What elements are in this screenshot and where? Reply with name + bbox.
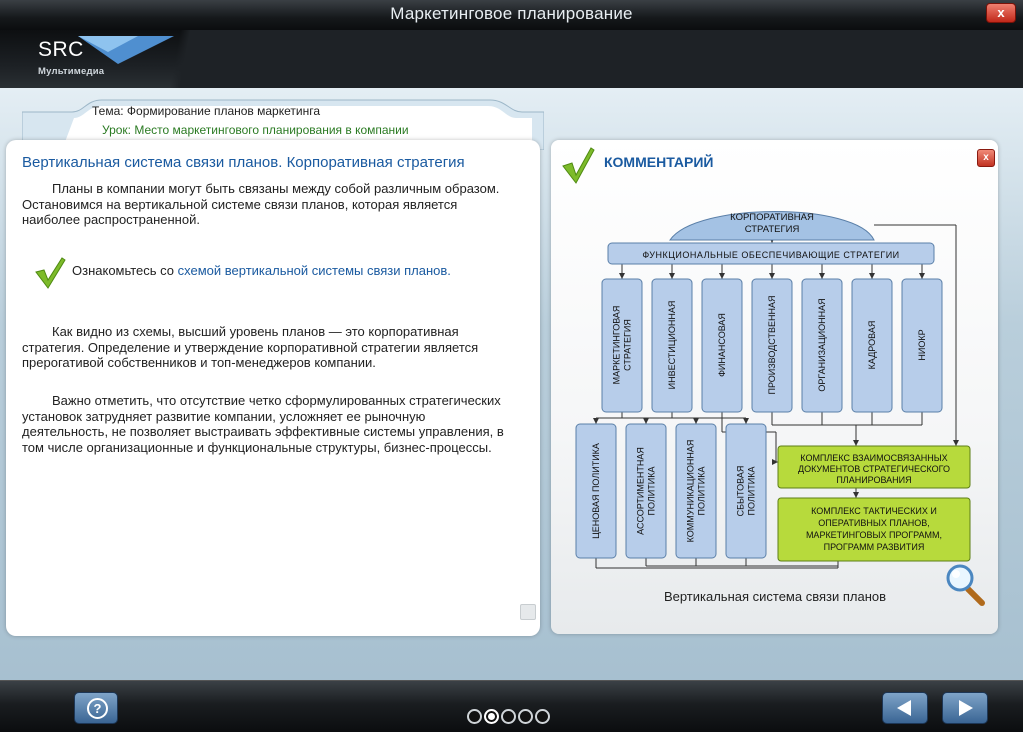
green2-line-3: МАРКЕТИНГОВЫХ ПРОГРАММ, bbox=[805, 530, 943, 540]
paragraph-3: Как видно из схемы, высший уровень планов — это корпоративная стратегия. Определение и утверждение корпоративной стратегии является прерогативой собственников и топ-менеджеров компании. bbox=[22, 324, 479, 370]
scheme-prompt bbox=[72, 263, 451, 278]
scheme-prompt-text: Ознакомьтесь со bbox=[72, 263, 178, 278]
green2-line-2: ОПЕРАТИВНЫХ ПЛАНОВ, bbox=[818, 518, 930, 528]
policy-label: ПОЛИТИКА bbox=[696, 466, 707, 516]
topic-label: Тема: Формирование планов маркетинга bbox=[92, 104, 320, 118]
lesson-label: Урок: Место маркетингового планирования в компании bbox=[102, 123, 409, 137]
green1-line-1: КОМПЛЕКС ВЗАИМОСВЯЗАННЫХ bbox=[800, 453, 948, 463]
corporate-label-1: КОРПОРАТИВНАЯ bbox=[730, 212, 814, 223]
strategy-label: МАРКЕТИНГОВАЯ bbox=[611, 305, 622, 385]
policy-label: ПОЛИТИКА bbox=[746, 466, 757, 516]
arrow-left-icon bbox=[883, 693, 927, 723]
policy-label: ЦЕНОВАЯ ПОЛИТИКА bbox=[591, 443, 601, 539]
window-close-button[interactable]: x bbox=[986, 3, 1016, 23]
page-dot[interactable] bbox=[484, 709, 499, 724]
arrow-right-icon bbox=[943, 693, 987, 723]
page-dot[interactable] bbox=[501, 709, 516, 724]
help-icon: ? bbox=[87, 698, 108, 719]
checkmark-icon bbox=[561, 146, 595, 186]
strategy-label: НИОКР bbox=[917, 329, 927, 361]
green2-line-1: КОМПЛЕКС ТАКТИЧЕСКИХ И bbox=[811, 506, 937, 516]
next-button[interactable] bbox=[942, 692, 988, 724]
logo-subtitle: Мультимедиа bbox=[38, 66, 105, 77]
diagram-caption: Вертикальная система связи планов bbox=[663, 589, 887, 604]
checkmark-icon bbox=[34, 256, 66, 290]
page-dot[interactable] bbox=[467, 709, 482, 724]
policy-label: ПОЛИТИКА bbox=[646, 466, 657, 516]
magnifier-icon[interactable] bbox=[944, 563, 986, 607]
green1-line-2: ДОКУМЕНТОВ СТРАТЕГИЧЕСКОГО bbox=[797, 464, 951, 474]
strategy-label: ПРОИЗВОДСТВЕННАЯ bbox=[767, 295, 777, 395]
page-dot[interactable] bbox=[535, 709, 550, 724]
logo bbox=[20, 30, 180, 82]
page-dot[interactable] bbox=[518, 709, 533, 724]
logo-text: SRC bbox=[38, 38, 84, 61]
green1-line-3: ПЛАНИРОВАНИЯ bbox=[836, 475, 912, 485]
strategy-label: ОРГАНИЗАЦИОННАЯ bbox=[817, 298, 827, 392]
strategy-label: ФИНАНСОВАЯ bbox=[717, 313, 727, 377]
help-button[interactable] bbox=[74, 692, 118, 724]
comment-close-button[interactable]: x bbox=[977, 149, 995, 167]
page-indicator bbox=[467, 709, 552, 725]
paragraph-1: Планы в компании могут быть связаны между собой различным образом. Остановимся на вертикальной системе связи планов, которая является наиболее распространенной. bbox=[22, 181, 500, 227]
vertical-plans-diagram bbox=[566, 200, 986, 580]
corporate-label-2: СТРАТЕГИЯ bbox=[744, 224, 800, 235]
strategy-label: ИНВЕСТИЦИОННАЯ bbox=[667, 300, 677, 390]
policy-label: АССОРТИМЕНТНАЯ bbox=[635, 447, 646, 535]
strategy-label: КАДРОВАЯ bbox=[867, 320, 877, 370]
scheme-link[interactable]: схемой вертикальной системы связи планов. bbox=[177, 263, 451, 278]
content-heading: Вертикальная система связи планов. Корпоративная стратегия bbox=[22, 154, 465, 171]
paragraph-4: Важно отметить, что отсутствие четко сформулированных стратегических установок затрудняет развитие компании, усложняет ее рыночную деятельность, не позволяет выстраивать эффективные системы управления, в том числе организационные и функциональные структуры, бизнес-процессы. bbox=[22, 393, 504, 455]
strategy-label: СТРАТЕГИЯ bbox=[622, 319, 633, 371]
policy-label: СБЫТОВАЯ bbox=[735, 465, 746, 517]
app-title: Маркетинговое планирование bbox=[390, 4, 633, 23]
comment-title: КОММЕНТАРИЙ bbox=[604, 154, 714, 170]
scroll-handle[interactable] bbox=[520, 604, 536, 620]
title-bar bbox=[0, 0, 1023, 31]
prev-button[interactable] bbox=[882, 692, 928, 724]
functional-label: ФУНКЦИОНАЛЬНЫЕ ОБЕСПЕЧИВАЮЩИЕ СТРАТЕГИИ bbox=[642, 250, 900, 260]
green2-line-4: ПРОГРАММ РАЗВИТИЯ bbox=[823, 542, 925, 552]
policy-label: КОММУНИКАЦИОННАЯ bbox=[685, 439, 696, 543]
logo-flag-icon bbox=[78, 32, 178, 66]
